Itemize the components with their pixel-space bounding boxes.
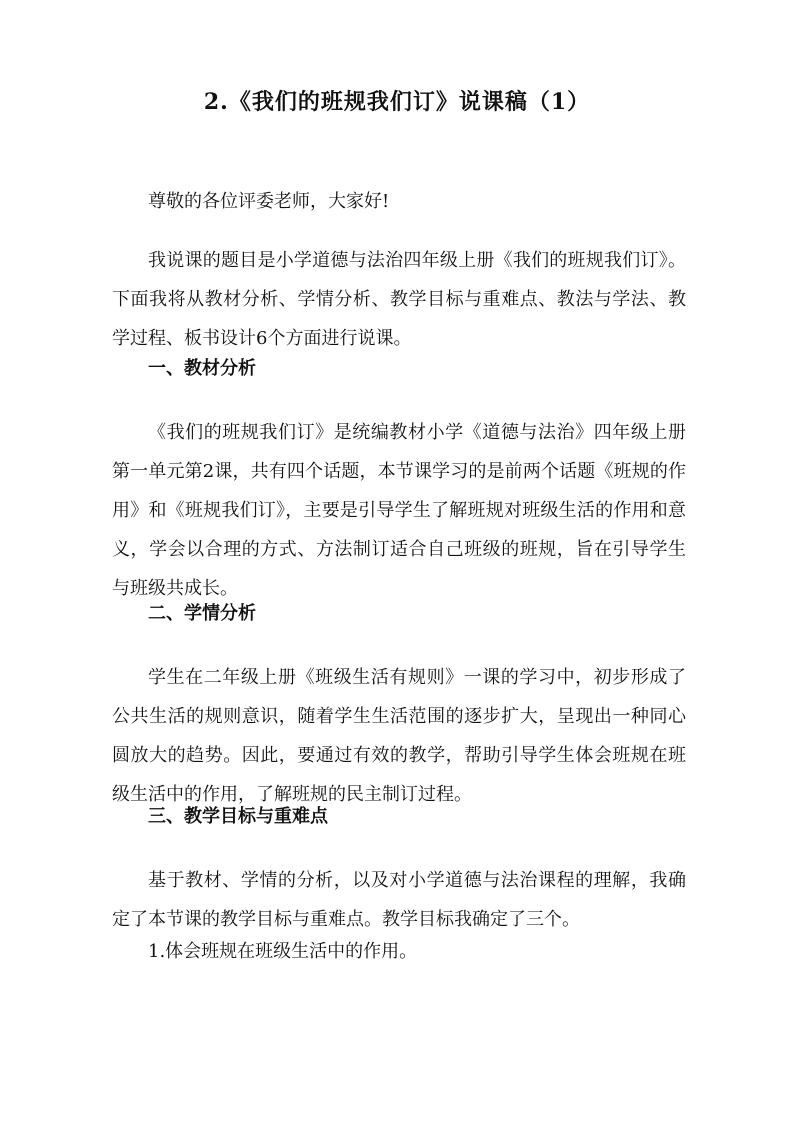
teaching-goals-paragraph: 基于教材、学情的分析，以及对小学道德与法治课程的理解，我确定了本节课的教学目标与重难点。教学目标我确定了三个。	[112, 870, 686, 930]
intro-paragraph: 我说课的题目是小学道德与法治四年级上册《我们的班规我们订》。下面我将从教材分析、学情分析、教学目标与重难点、教法与学法、教学过程、板书设计6个方面进行说课。	[112, 250, 686, 349]
document-title: 2.《我们的班规我们订》说课稿（1）	[203, 89, 591, 115]
learner-analysis-paragraph: 学生在二年级上册《班级生活有规则》一课的学习中，初步形成了公共生活的规则意识，随着学生生活范围的逐步扩大，呈现出一种同心圆放大的趋势。因此，要通过有效的教学，帮助引导学生体会班规在班级生活中的作用，了解班规的民主制订过程。	[112, 667, 686, 805]
section-heading-teaching-goals: 三、教学目标与重难点	[148, 806, 328, 827]
section-heading-learner-analysis: 二、学情分析	[148, 603, 256, 624]
section-heading-textbook-analysis: 一、教材分析	[148, 358, 256, 379]
textbook-analysis-paragraph: 《我们的班规我们订》是统编教材小学《道德与法治》四年级上册第一单元第2课，共有四个话题，本节课学习的是前两个话题《班规的作用》和《班规我们订》，主要是引导学生了解班规对班级生活的作用和意义，学会以合理的方式、方法制订适合自己班级的班规，旨在引导学生与班级共成长。	[112, 422, 686, 599]
teaching-goal-list-item-1: 1.体会班规在班级生活中的作用。	[148, 941, 418, 962]
greeting-paragraph: 尊敬的各位评委老师，大家好!	[148, 191, 390, 212]
